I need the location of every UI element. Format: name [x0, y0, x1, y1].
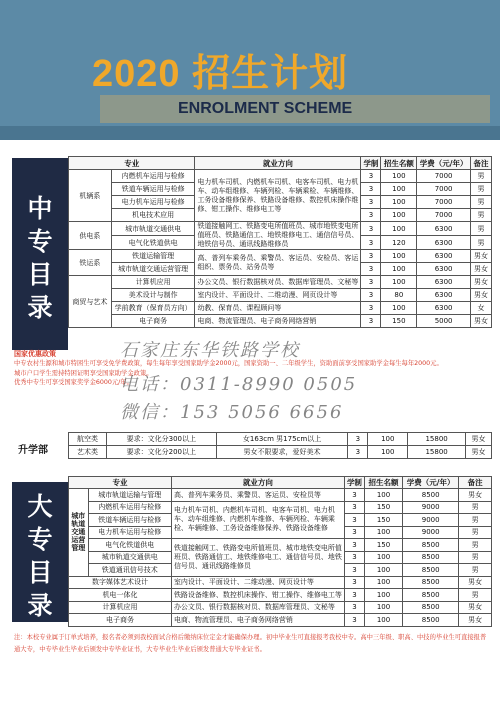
fee-cell: 6300	[417, 236, 471, 250]
quota-cell: 100	[364, 589, 402, 602]
quota-cell: 100	[364, 601, 402, 614]
years-cell: 3	[361, 170, 381, 183]
years-cell: 3	[344, 576, 364, 589]
note-cell: 男	[459, 589, 492, 602]
major-cell: 机电一体化	[69, 589, 172, 602]
table-row	[69, 446, 492, 459]
fee-cell: 8500	[403, 539, 459, 552]
fee-cell: 8500	[403, 489, 459, 502]
table-row	[69, 601, 492, 614]
note-cell: 男女	[470, 250, 491, 263]
fee-cell: 15800	[408, 433, 466, 446]
group-name: 铁运系	[69, 250, 112, 276]
quota-cell: 100	[381, 196, 417, 209]
header-quota: 招生名额	[364, 477, 402, 489]
table-row	[69, 276, 492, 289]
dazhuan-table	[68, 476, 492, 627]
quota-cell: 80	[381, 289, 417, 302]
quota-cell: 100	[364, 564, 402, 577]
fee-cell: 6300	[417, 263, 471, 276]
quota-cell: 100	[381, 209, 417, 222]
major-cell: 城市轨道运输与管理	[88, 489, 171, 502]
jobs-cell: 高、普列车乘务员、乘警员、客运员、安检员等	[171, 489, 344, 502]
table-row	[69, 501, 492, 514]
jobs-cell: 电商、物流管理员、电子商务网络营销	[195, 315, 361, 328]
tag-char: 录	[27, 591, 53, 620]
fee-cell: 6300	[417, 289, 471, 302]
fee-cell: 15800	[408, 446, 466, 459]
fee-cell: 7000	[417, 209, 471, 222]
table-header	[69, 477, 492, 489]
note-cell: 男女	[470, 315, 491, 328]
fee-cell: 6300	[417, 302, 471, 315]
tag-char: 录	[27, 293, 53, 322]
table-row	[69, 250, 492, 263]
fee-cell: 7000	[417, 183, 471, 196]
note-cell: 男	[459, 564, 492, 577]
footer-note: 注：本校专业属于订单式培养，报名者必须到我校面试合格后缴纳床位定金才能确保办理。初中毕业生可直接报考我校中专。高中三年级、职高、中技的毕业生可直接报普通大专，中专毕业生毕业后颁发中专毕业证书，大专毕业生毕业后颁发普通大专毕业证书。	[14, 634, 487, 653]
watermark-wechat: 微信：153 5056 6656	[120, 402, 344, 423]
group-name: 供电系	[69, 222, 112, 250]
header-years: 学制	[344, 477, 364, 489]
group-name: 商贸与艺术	[69, 276, 112, 328]
requirement-cell: 要求：文化分200以上	[106, 446, 216, 459]
quota-cell: 120	[381, 236, 417, 250]
quota-cell: 150	[364, 539, 402, 552]
policy-line: 优秀中专生可享受国家奖学金6000元/年。	[14, 379, 133, 387]
major-cell: 城市轨道交通供电	[111, 222, 195, 236]
major-cell: 数字媒体艺术设计	[69, 576, 172, 589]
policy-line: 中专农村生源和城市特困生可享受免学费政策，每生每年享受国家助学金2000元，国家资助一、二年级学生，资助面前享受国家助学金每生每年2000元。	[14, 360, 443, 368]
fee-cell: 8500	[403, 614, 459, 627]
jobs-cell: 办公文员、银行数据核对员、数据库管理员、文秘等	[195, 276, 361, 289]
table-row	[69, 302, 492, 315]
major-cell: 铁道车辆运用与检修	[88, 514, 171, 527]
table-header	[69, 157, 492, 170]
header-quota: 招生名额	[381, 157, 417, 170]
major-cell: 艺术类	[69, 446, 107, 459]
header-note: 备注	[459, 477, 492, 489]
years-cell: 3	[361, 183, 381, 196]
note-cell: 男	[459, 514, 492, 527]
major-cell: 铁道通讯信号技术	[88, 564, 171, 577]
years-cell: 3	[344, 526, 364, 539]
page-subtitle: ENROLMENT SCHEME	[178, 100, 353, 117]
quota-cell: 100	[381, 276, 417, 289]
table-row	[69, 170, 492, 183]
note-cell: 男女	[459, 601, 492, 614]
major-cell: 铁道运输管理	[111, 250, 195, 263]
years-cell: 3	[361, 276, 381, 289]
quota-cell: 100	[364, 614, 402, 627]
table-row	[69, 539, 492, 552]
jobs-cell: 铁路设备维修、数控机床操作、钳工操作、维修电工等	[171, 589, 344, 602]
jobs-cell: 办公文员、银行数据核对员、数据库管理员、文秘等	[171, 601, 344, 614]
years-cell: 3	[344, 601, 364, 614]
note-cell: 男女	[459, 614, 492, 627]
major-cell: 电子商务	[111, 315, 195, 328]
fee-cell: 5000	[417, 315, 471, 328]
fee-cell: 6300	[417, 222, 471, 236]
major-cell: 城市轨道交通供电	[88, 551, 171, 564]
jobs-cell: 室内设计、平面设计、二维动漫、网页设计等	[171, 576, 344, 589]
requirement-cell: 要求：文化分300以上	[106, 433, 216, 446]
years-cell: 3	[361, 196, 381, 209]
major-cell: 电子商务	[69, 614, 172, 627]
header-jobs: 就业方向	[171, 477, 344, 489]
fee-cell: 9000	[403, 514, 459, 527]
fee-cell: 8500	[403, 589, 459, 602]
table-row	[69, 489, 492, 502]
header-fee: 学费（元/年）	[403, 477, 459, 489]
quota-cell: 100	[364, 551, 402, 564]
zhongzhuan-tag	[12, 158, 68, 350]
fee-cell: 8500	[403, 564, 459, 577]
header-jobs: 就业方向	[195, 157, 361, 170]
years-cell: 3	[344, 539, 364, 552]
jobs-cell: 电力机车司机、内燃机车司机、电客车司机、电力机车、动车组维修、车辆列检、车辆乘检、车辆维修、工务设备维修保养、铁路设备维修、数控机床操作维修、钳工操作、维修电工等	[195, 170, 361, 222]
years-cell: 3	[344, 551, 364, 564]
fee-cell: 7000	[417, 196, 471, 209]
major-cell: 计算机应用	[111, 276, 195, 289]
tag-char: 大	[27, 492, 53, 521]
years-cell: 3	[361, 315, 381, 328]
note-cell: 男	[459, 551, 492, 564]
note-cell: 男	[470, 196, 491, 209]
jobs-cell: 铁道接触网工、铁路变电所值班员、城市地铁变电所值班员、铁路通信工、地铁维修电工、通信信号员、地铁信号员、通讯线路维修员	[195, 222, 361, 250]
note-cell: 男	[470, 183, 491, 196]
years-cell: 3	[344, 489, 364, 502]
note-cell: 男女	[459, 489, 492, 502]
major-cell: 电气化铁道供电	[111, 236, 195, 250]
quota-cell: 150	[381, 315, 417, 328]
quota-cell: 100	[364, 576, 402, 589]
jobs-cell: 高、普列车乘务员、乘警员、客运员、安检员、客运组织、票务员、站务员等	[195, 250, 361, 276]
major-cell: 计算机应用	[69, 601, 172, 614]
years-cell: 3	[361, 222, 381, 236]
table-row	[69, 289, 492, 302]
fee-cell: 8500	[403, 576, 459, 589]
years-cell: 3	[361, 302, 381, 315]
major-cell: 城市轨道交通运营管理	[111, 263, 195, 276]
shengxue-table	[68, 432, 492, 459]
note-cell: 男	[470, 222, 491, 236]
years-cell: 3	[344, 589, 364, 602]
note-cell: 男	[459, 526, 492, 539]
quota-cell: 100	[364, 526, 402, 539]
quota-cell: 100	[364, 489, 402, 502]
note-cell: 男女	[470, 276, 491, 289]
jobs-cell: 男女不限要求，爱好美术	[216, 446, 348, 459]
note-cell: 男女	[466, 433, 492, 446]
fee-cell: 6300	[417, 276, 471, 289]
table-row	[69, 222, 492, 236]
years-cell: 3	[348, 446, 368, 459]
note-cell: 男	[470, 236, 491, 250]
quota-cell: 150	[364, 501, 402, 514]
tag-char: 目	[27, 558, 53, 587]
quota-cell: 100	[381, 222, 417, 236]
group-name: 机辆系	[69, 170, 112, 222]
jobs-cell: 女163cm 男175cm以上	[216, 433, 348, 446]
major-cell: 内燃机车运用与检修	[88, 501, 171, 514]
note-cell: 男女	[470, 263, 491, 276]
jobs-cell: 电力机车司机、内燃机车司机、电客车司机、电力机车、动车组维修、内燃机车维修、车辆列检、车辆乘检、车辆维修、工务设备维修保养、铁路设备维修	[171, 501, 344, 539]
years-cell: 3	[344, 614, 364, 627]
tag-char: 专	[27, 525, 53, 554]
years-cell: 3	[361, 209, 381, 222]
major-cell: 电气化铁道供电	[88, 539, 171, 552]
header-years: 学制	[361, 157, 381, 170]
quota-cell: 150	[364, 514, 402, 527]
fee-cell: 9000	[403, 526, 459, 539]
quota-cell: 100	[368, 446, 408, 459]
quota-cell: 100	[381, 183, 417, 196]
note-cell: 男女	[459, 576, 492, 589]
header-note: 备注	[470, 157, 491, 170]
quota-cell: 100	[381, 170, 417, 183]
major-cell: 机电技术应用	[111, 209, 195, 222]
major-cell: 学前教育（保育员方向）	[111, 302, 195, 315]
years-cell: 3	[344, 501, 364, 514]
table-row	[69, 433, 492, 446]
quota-cell: 100	[368, 433, 408, 446]
jobs-cell: 室内设计、平面设计、二维动漫、网页设计等	[195, 289, 361, 302]
major-cell: 铁道车辆运用与检修	[111, 183, 195, 196]
shengxue-label: 升学部	[18, 445, 48, 456]
watermark-school: 石家庄东华铁路学校	[120, 340, 300, 361]
dazhuan-tag	[12, 482, 68, 622]
table-row	[69, 576, 492, 589]
watermark-phone: 电话：0311-8990 0505	[120, 374, 358, 395]
fee-cell: 8500	[403, 601, 459, 614]
page-title: 2020 招生计划	[92, 53, 349, 95]
tag-char: 目	[27, 260, 53, 289]
jobs-cell: 幼教、保育员、课程顾问等	[195, 302, 361, 315]
note-cell: 男女	[470, 289, 491, 302]
fee-cell: 6300	[417, 250, 471, 263]
group-name: 城市轨道交通运营管理	[69, 489, 89, 577]
note-cell: 男	[470, 209, 491, 222]
note-cell: 男	[459, 501, 492, 514]
header-major: 专业	[69, 477, 172, 489]
fee-cell: 9000	[403, 501, 459, 514]
quota-cell: 100	[381, 302, 417, 315]
note-cell: 男女	[466, 446, 492, 459]
fee-cell: 7000	[417, 170, 471, 183]
note-cell: 男	[470, 170, 491, 183]
table-row	[69, 589, 492, 602]
major-cell: 电力机车运用与检修	[111, 196, 195, 209]
table-row	[69, 614, 492, 627]
years-cell: 3	[361, 263, 381, 276]
policy-line: 城市户口学生需持特困证明享受国家助学金政策。	[14, 369, 153, 377]
header-fee: 学费（元/年）	[417, 157, 471, 170]
years-cell: 3	[361, 289, 381, 302]
jobs-cell: 铁道接触网工、铁路变电所值班员、城市地铁变电所值班员、铁路通信工、地铁维修电工、通信信号员、地铁信号员、通讯线路维修员	[171, 539, 344, 577]
years-cell: 3	[344, 564, 364, 577]
major-cell: 航空类	[69, 433, 107, 446]
years-cell: 3	[344, 514, 364, 527]
tag-char: 专	[27, 227, 53, 256]
table-row	[69, 315, 492, 328]
policy-title: 国家优惠政策	[14, 350, 56, 358]
tag-char: 中	[27, 194, 53, 223]
note-cell: 女	[470, 302, 491, 315]
zhongzhuan-table	[68, 156, 492, 328]
major-cell: 电力机车运用与检修	[88, 526, 171, 539]
years-cell: 3	[361, 236, 381, 250]
note-cell: 男	[459, 539, 492, 552]
quota-cell: 100	[381, 263, 417, 276]
major-cell: 内燃机车运用与检修	[111, 170, 195, 183]
quota-cell: 100	[381, 250, 417, 263]
header-bottom-band	[0, 126, 500, 140]
major-cell: 美术设计与制作	[111, 289, 195, 302]
years-cell: 3	[348, 433, 368, 446]
jobs-cell: 电商、物流管理员、电子商务网络营销	[171, 614, 344, 627]
fee-cell: 8500	[403, 551, 459, 564]
years-cell: 3	[361, 250, 381, 263]
header-major: 专业	[69, 157, 195, 170]
header-banner	[0, 0, 500, 140]
